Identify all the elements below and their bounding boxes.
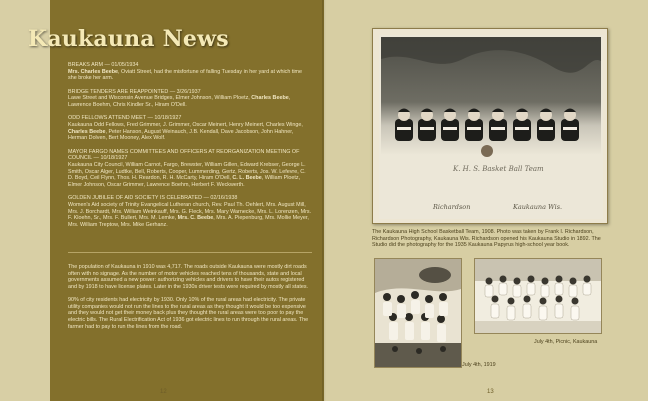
page-title: Kaukauna News: [28, 26, 229, 52]
page-number-right: 13: [487, 389, 494, 395]
page-number-left: 12: [160, 389, 167, 395]
basketball-team-photo: [372, 28, 608, 224]
news-bold-name: Charles Beebe: [251, 95, 289, 102]
basketball-team-illustration: [373, 29, 609, 225]
news-bold-name: Mrs. C. Beebe: [177, 215, 214, 222]
news-list: [68, 62, 312, 235]
history-essay: [68, 264, 312, 336]
news-body: [68, 95, 312, 108]
essay-paragraph: 90% of city residents had electricity by 1930. Only 10% of the rural areas had electricity. The private utility companies would not run the lines to the rural areas as they thought it would be too expensive and they would not get their money back plus they thought the rural areas were too poor to pay the electric bills. The Rural Electrification Act of 1936 got electric lines to run through the rural areas. The farmer had to pay to run the lines from the road.: [68, 296, 309, 330]
news-body-text: , Mrs. A. Piepenburg, Mrs. Mollie Meyer, Mrs. William Treptow, Mrs. Mike Gerhanz.: [68, 215, 309, 229]
july-1919-photo: [374, 258, 462, 368]
news-body-text: Lawe Street and Wisconsin Avenue Bridges, Elmer Johnson, William Ploetz,: [68, 95, 252, 102]
news-bold-name: Charles Beebe: [68, 128, 106, 135]
july-1919-illustration: [375, 259, 461, 367]
news-item: [68, 195, 312, 229]
news-body-text: Kaukauna Odd Fellows, Fred Grimmer, J. Grimmer, Oscar Meinert, Henry Meinert, Charles Winge,: [68, 121, 303, 128]
news-bold-name: C. L. Beebe: [232, 175, 262, 182]
photo-handwriting: K. H. S. Basket Ball Team: [453, 165, 544, 173]
news-item: [68, 149, 312, 189]
news-body: [68, 202, 312, 229]
main-photo-caption: The Kaukauna High School Basketball Team, 1908. Photo was taken by Frank I. Richardson, Richardson Photography, Kaukauna Wis. Richardson opened his Kaukauna Studio in 1892. The Studio did the photography for the 1935 Kaukauna Papyrus high-school year book.: [372, 229, 601, 248]
section-divider: [68, 252, 312, 253]
news-headline: ODD FELLOWS ATTEND MEET — 10/18/1927: [68, 115, 182, 122]
news-body: [68, 162, 312, 189]
news-headline: BREAKS ARM — 01/05/1934: [68, 62, 139, 68]
july-picnic-photo: [474, 258, 602, 334]
studio-location-imprint: Kaukauna Wis.: [513, 203, 563, 211]
news-body-text: , Oviatt Street, had the misfortune of falling Tuesday in her yard at which time she broke her arm.: [68, 68, 303, 82]
news-body-text: , Lawrence Boehm, Chris Kindler Sr., Hiram O'Dell.: [68, 95, 291, 109]
small-left-photo-caption: July 4th, 1919: [462, 362, 496, 368]
news-headline: GOLDEN JUBILEE OF AID SOCIETY IS CELEBRATED — 02/16/1938: [68, 195, 238, 202]
news-headline: BRIDGE TENDERS ARE REAPPOINTED — 3/26/1937: [68, 88, 201, 95]
essay-paragraph: The population of Kaukauna in 1910 was 4,717. The roads outside Kaukauna were mostly dirt roads often with no signage. As the number of motor vehicles reached tens of thousands, state and local governments assumed a new power: authorizing vehicles and drivers to have their autos registered and by 1918 to have license plates. Later in the 1930s driver tests were required by mostly all states.: [68, 264, 309, 291]
news-item: [68, 89, 312, 109]
news-headline: MAYOR FARGO NAMES COMMITTEES AND OFFICERS AT REORGANIZATION MEETING OF COUNCIL — 10/18/1927: [68, 148, 300, 162]
page-gutter: [322, 0, 326, 401]
news-body-text: Kaukauna City Council, William Carnot, Fargo, Brewster, William Gillen, Edward Krebser, George L. Smith, Oscar Alger, Ludtke, Bell, Roberts, Cooper, Lummerding, Gertz, Roberts, Jos. W. Lefevre, C. D. Boyd, Ceil Flynn, Thos. H. Reardon, R. H. McCarty, Hiram O'Dell,: [68, 161, 306, 182]
july-picnic-illustration: [475, 259, 601, 333]
small-right-photo-caption: July 4th, Picnic, Kaukauna: [534, 339, 598, 345]
news-body-text: , William Ploetz, Elmer Johnson, Oscar Grimmer, Lawrence Boehm, Herbert F. Weckwerth.: [68, 175, 301, 189]
news-item: [68, 115, 312, 142]
basketball: [481, 145, 493, 157]
news-body: [68, 69, 312, 82]
news-body-text: Women's Aid society of Trinity Evangelical Lutheran church, Rev. Paul Th. Oehlert, Mrs. August Mill, Mrs. J. Borchardt, Mrs. William Weinkauff, Mrs. G. Fleck, Mrs. Mary Warnecke, Mrs. L. Lorenzen, Mrs. F. Kloehn, Sr., Mrs. F. Bullert, Mrs. M. Lemke,: [68, 201, 312, 222]
news-bold-name: Mrs. Charles Beebe: [68, 68, 119, 75]
news-item: [68, 62, 312, 82]
news-body-text: , Peter Hanson, August Weinauch, J.B. Kendall, Dave Jacobson, John Hahner, Herman Dolven, Bert Mooney, Alex Wolf.: [68, 128, 294, 142]
news-body: [68, 122, 312, 142]
photographer-imprint: Richardson: [433, 203, 471, 211]
